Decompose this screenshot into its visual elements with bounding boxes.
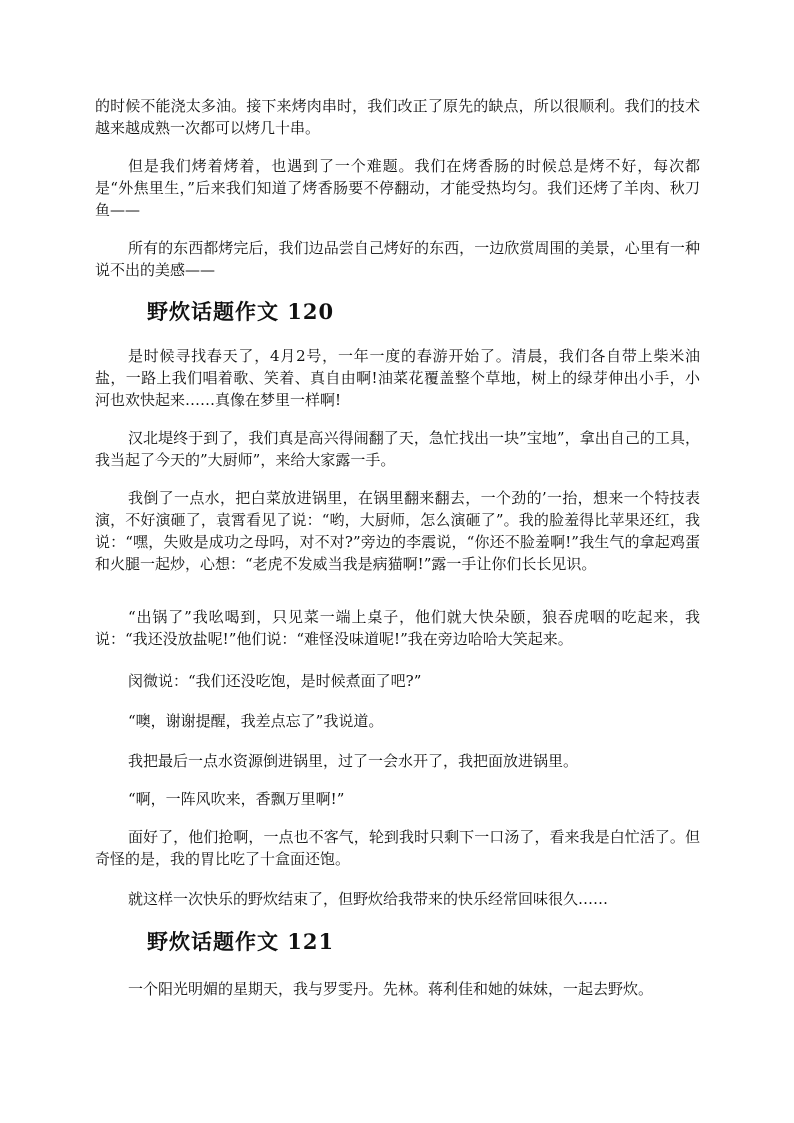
- paragraph: 我倒了一点水，把白菜放进锅里，在锅里翻来翻去，一个劲的’一抬，想来一个特技表演，不好演砸了，袁霄看见了说：“哟，大厨师，怎么演砸了”。我的脸羞得比苹果还红，我说：“嘿，失败是成功之母吗，对不对?”旁边的李震说，“你还不脸羞啊!”我生气的拿起鸡蛋和火腿一起炒，心想：“老虎不发威当我是病猫啊!”露一手让你们长长见识。: [95, 489, 700, 573]
- section-title-120: 野炊话题作文 120: [147, 299, 335, 324]
- paragraph: “啊，一阵风吹来，香飘万里啊!”: [128, 790, 345, 808]
- paragraph: 所有的东西都烤完后，我们边品尝自己烤好的东西，一边欣赏周围的美景，心里有一种说不出的美感——: [95, 239, 700, 279]
- section-title-121: 野炊话题作文 121: [147, 929, 335, 954]
- paragraph: 闵微说：“我们还没吃饱，是时候煮面了吧?”: [128, 672, 422, 690]
- paragraph: 一个阳光明媚的星期天，我与罗雯丹。先林。蒋利佳和她的妹妹，一起去野炊。: [128, 980, 654, 998]
- paragraph: 我把最后一点水资源倒进锅里，过了一会水开了，我把面放进锅里。: [128, 752, 579, 770]
- paragraph: “出锅了”我吆喝到，只见菜一端上桌子，他们就大快朵颐，狼吞虎咽的吃起来，我说：“我还没放盐呢!”他们说：“难怪没味道呢!”我在旁边哈哈大笑起来。: [95, 608, 700, 648]
- paragraph: 就这样一次快乐的野炊结束了，但野炊给我带来的快乐经常回味很久……: [128, 890, 609, 908]
- paragraph: 面好了，他们抢啊，一点也不客气，轮到我时只剩下一口汤了，看来我是白忙活了。但奇怪的是，我的胃比吃了十盒面还饱。: [95, 828, 700, 868]
- paragraph: 是时候寻找春天了，4月2号，一年一度的春游开始了。清晨，我们各自带上柴米油盐，一路上我们唱着歌、笑着、真自由啊!油菜花覆盖整个草地，树上的绿芽伸出小手，小河也欢快起来……真像在梦里一样啊!: [95, 347, 700, 409]
- paragraph: 汉北堤终于到了，我们真是高兴得闹翻了天，急忙找出一块”宝地”，拿出自己的工具，我当起了今天的”大厨师”，来给大家露一手。: [95, 429, 700, 469]
- paragraph: 但是我们烤着烤着，也遇到了一个难题。我们在烤香肠的时候总是烤不好，每次都是“外焦里生，”后来我们知道了烤香肠要不停翻动，才能受热均匀。我们还烤了羊肉、秋刀鱼——: [95, 157, 700, 219]
- paragraph: 的时候不能浇太多油。接下来烤肉串时，我们改正了原先的缺点，所以很顺利。我们的技术越来越成熟一次都可以烤几十串。: [95, 97, 700, 137]
- paragraph: “噢，谢谢提醒，我差点忘了”我说道。: [128, 712, 384, 730]
